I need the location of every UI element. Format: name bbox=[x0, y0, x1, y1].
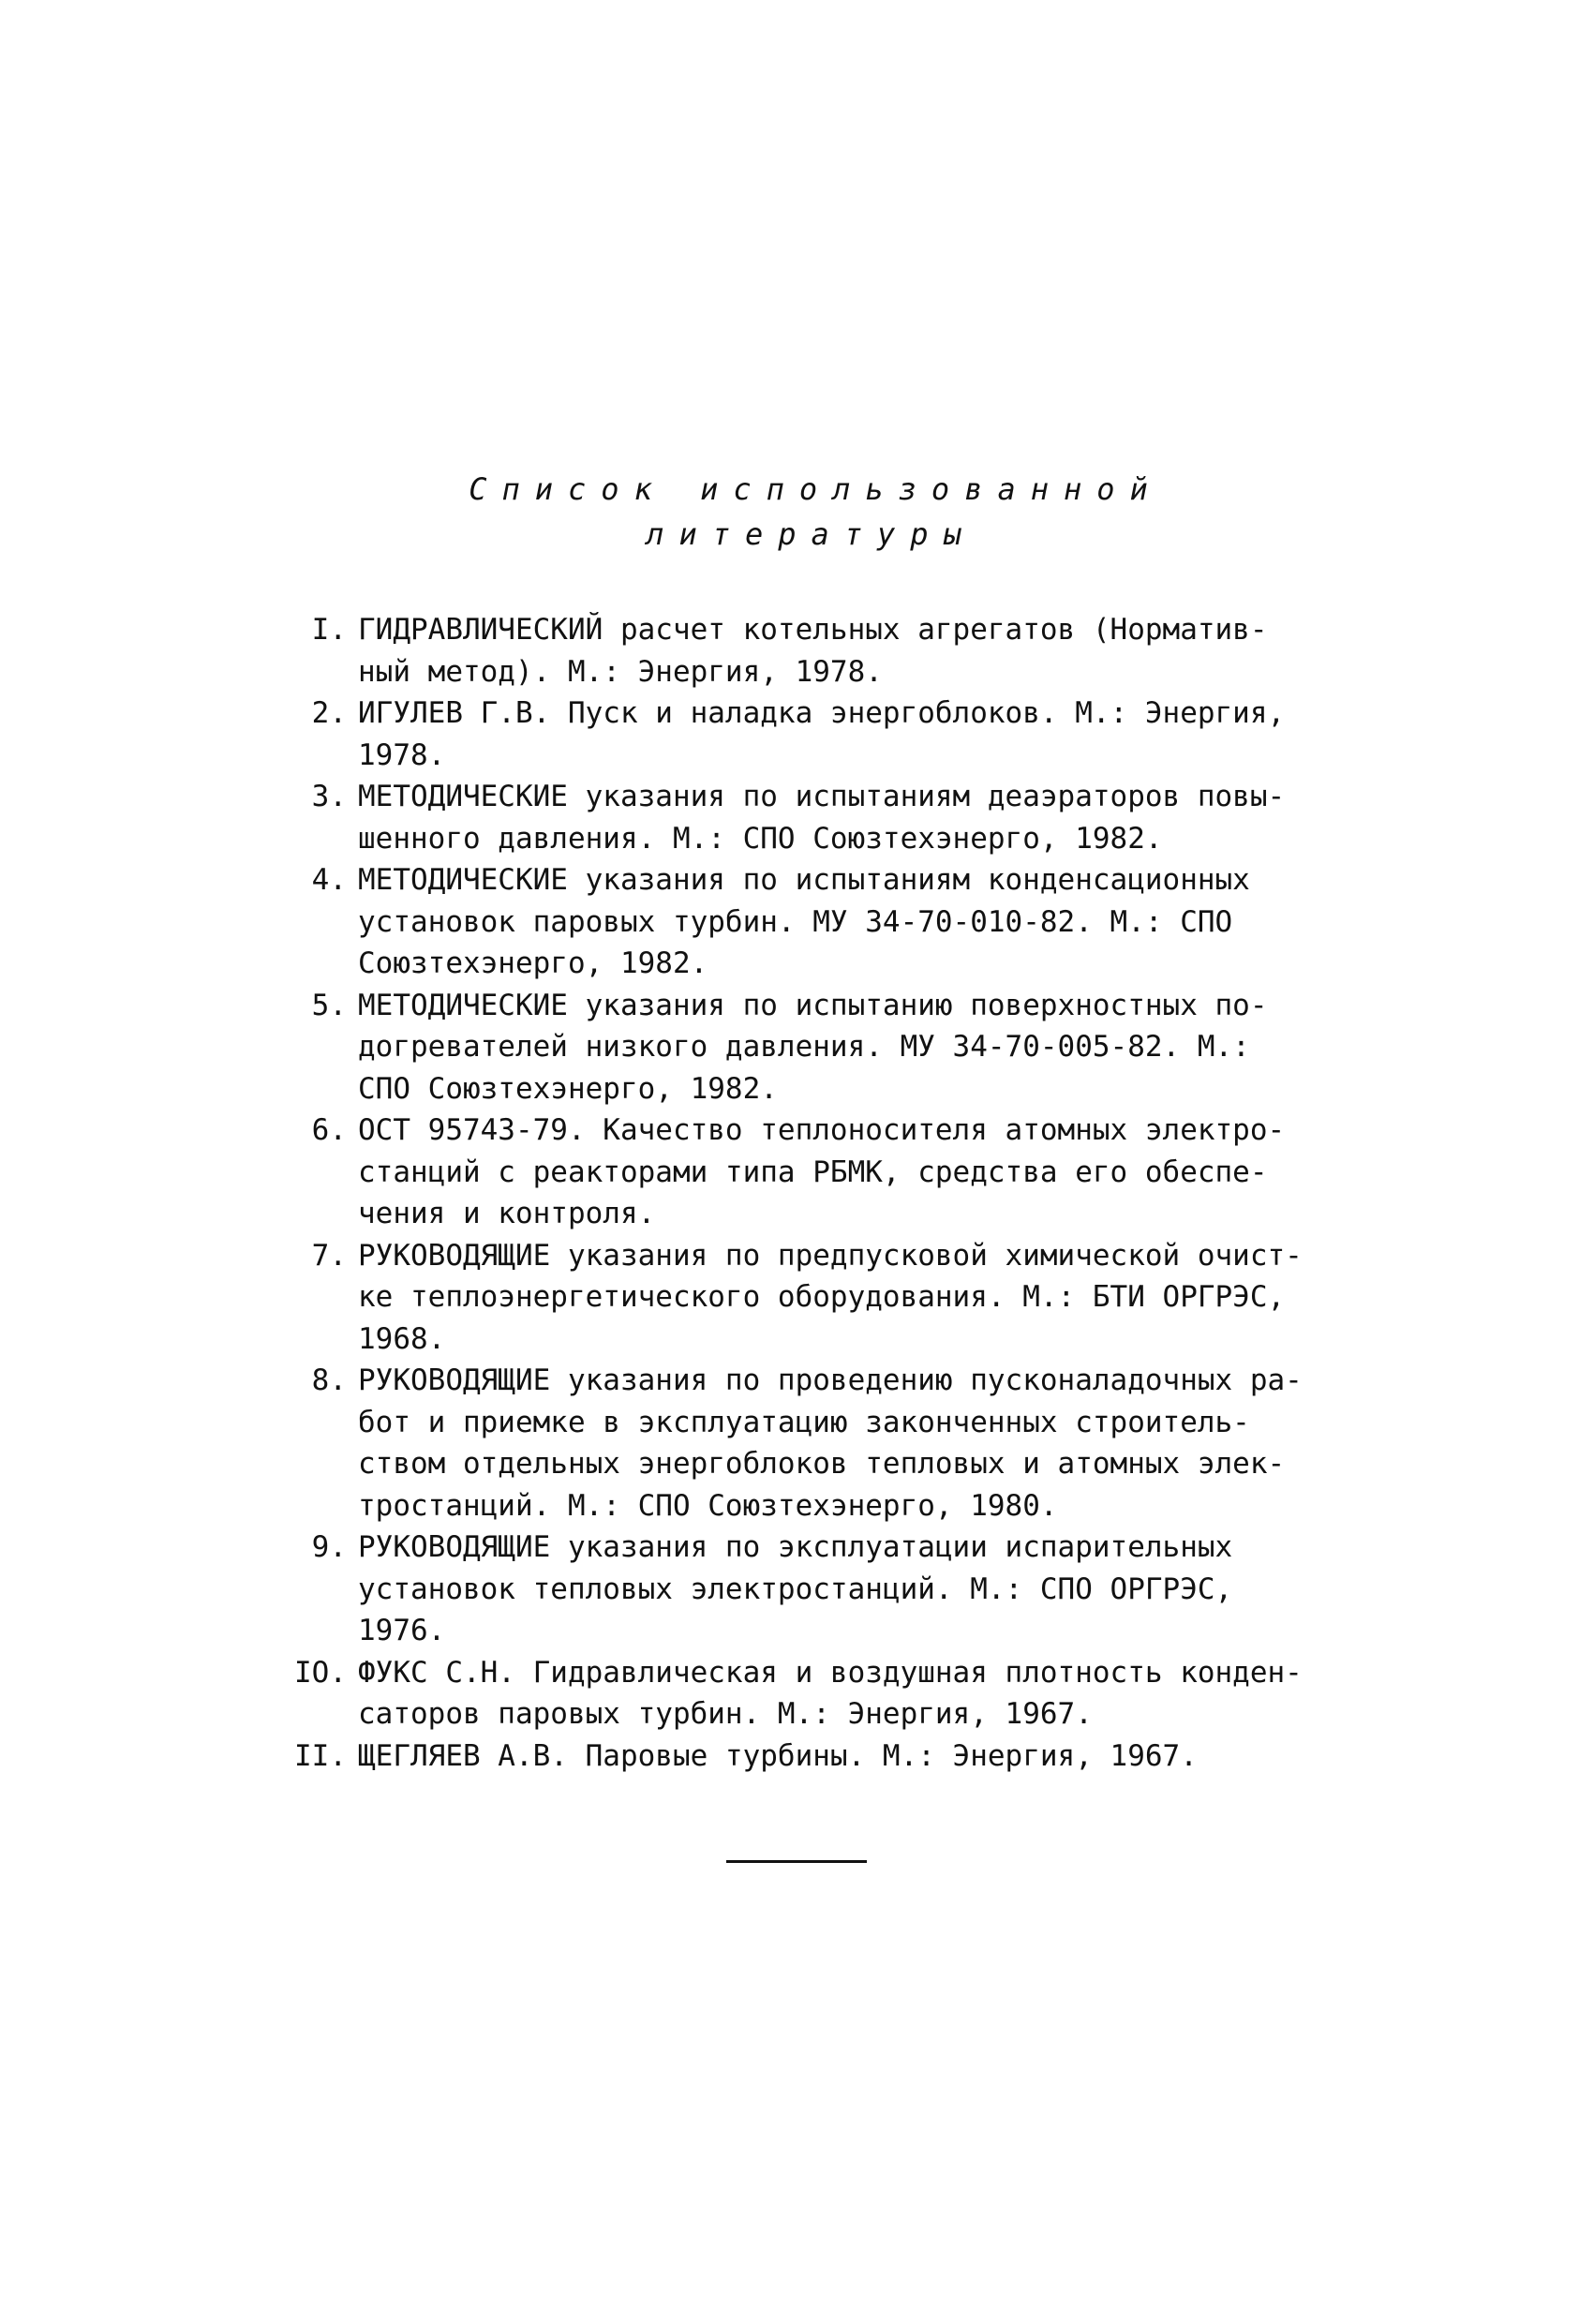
reference-text-line: МЕТОДИЧЕСКИЕ указания по испытаниям деаэраторов повы- bbox=[358, 780, 1286, 813]
reference-item bbox=[272, 1736, 1312, 1778]
reference-text-line: бот и приемке в эксплуатацию законченных строитель- bbox=[358, 1405, 1250, 1439]
reference-text-line: РУКОВОДЯЩИЕ указания по предпусковой химической очист- bbox=[358, 1238, 1303, 1273]
reference-item bbox=[272, 859, 1312, 985]
reference-text-line: ке теплоэнергетического оборудования. М.: БТИ ОРГРЭС, bbox=[358, 1280, 1286, 1314]
reference-number: 3. bbox=[311, 780, 347, 813]
reference-text-line: ГИДРАВЛИЧЕСКИЙ расчет котельных агрегатов (Норматив- bbox=[358, 613, 1268, 647]
reference-number: 6. bbox=[311, 1113, 347, 1147]
reference-item bbox=[272, 1652, 1312, 1736]
reference-text-line: 1976. bbox=[358, 1614, 446, 1647]
reference-number: 2. bbox=[311, 696, 347, 730]
reference-text-line: догревателей низкого давления. МУ 34-70-005-82. М.: bbox=[358, 1030, 1250, 1064]
reference-text-line: тростанций. М.: СПО Союзтехэнерго, 1980. bbox=[358, 1488, 1058, 1523]
reference-number: 5. bbox=[311, 988, 347, 1022]
page-subtitle: литературы bbox=[646, 516, 976, 552]
reference-text-line: РУКОВОДЯЩИЕ указания по проведению пусконаладочных ра- bbox=[358, 1363, 1303, 1397]
reference-item bbox=[272, 1235, 1312, 1361]
reference-text-line: 1968. bbox=[358, 1321, 446, 1356]
reference-text-line: ФУКС С.Н. Гидравлическая и воздушная плотность конден- bbox=[358, 1655, 1303, 1690]
reference-number: I. bbox=[311, 613, 347, 647]
reference-text-line: РУКОВОДЯЩИЕ указания по эксплуатации испарительных bbox=[358, 1530, 1233, 1564]
reference-text-line: ством отдельных энергоблоков тепловых и атомных элек- bbox=[358, 1447, 1286, 1481]
reference-item bbox=[272, 985, 1312, 1110]
reference-item bbox=[272, 1110, 1312, 1235]
reference-number: IO. bbox=[294, 1655, 347, 1690]
reference-item bbox=[272, 1360, 1312, 1527]
reference-number: 9. bbox=[311, 1530, 347, 1564]
reference-text-line: 1978. bbox=[358, 737, 446, 772]
reference-text-line: шенного давления. М.: СПО Союзтехэнерго, 1982. bbox=[358, 821, 1163, 856]
reference-item bbox=[272, 609, 1312, 693]
reference-text-line: саторов паровых турбин. М.: Энергия, 1967. bbox=[358, 1697, 1093, 1731]
reference-item bbox=[272, 1527, 1312, 1652]
reference-number: 8. bbox=[311, 1363, 347, 1397]
reference-number: 4. bbox=[311, 863, 347, 897]
reference-number: 7. bbox=[311, 1238, 347, 1273]
end-divider bbox=[726, 1860, 867, 1863]
reference-number: II. bbox=[294, 1738, 347, 1773]
reference-text-line: установок паровых турбин. МУ 34-70-010-82. М.: СПО bbox=[358, 904, 1233, 939]
reference-text-line: ИГУЛЕВ Г.В. Пуск и наладка энергоблоков. М.: Энергия, bbox=[358, 696, 1286, 730]
reference-text-line: станций с реакторами типа РБМК, средства его обеспе- bbox=[358, 1155, 1268, 1189]
reference-text-line: ный метод). М.: Энергия, 1978. bbox=[358, 654, 883, 689]
reference-item bbox=[272, 693, 1312, 776]
reference-text-line: ЩЕГЛЯЕВ А.В. Паровые турбины. М.: Энергия, 1967. bbox=[358, 1738, 1198, 1773]
reference-text-line: установок тепловых электростанций. М.: СПО ОРГРЭС, bbox=[358, 1572, 1233, 1606]
reference-text-line: Союзтехэнерго, 1982. bbox=[358, 946, 708, 980]
reference-text-line: ОСТ 95743-79. Качество теплоносителя атомных электро- bbox=[358, 1113, 1286, 1147]
reference-text-line: СПО Союзтехэнерго, 1982. bbox=[358, 1071, 778, 1106]
reference-list bbox=[272, 609, 1312, 1777]
reference-text-line: МЕТОДИЧЕСКИЕ указания по испытанию поверхностных по- bbox=[358, 988, 1268, 1022]
reference-item bbox=[272, 776, 1312, 859]
reference-text-line: чения и контроля. bbox=[358, 1197, 656, 1230]
page-title: Список использованной bbox=[469, 471, 1163, 507]
reference-text-line: МЕТОДИЧЕСКИЕ указания по испытаниям конденсационных bbox=[358, 863, 1250, 897]
